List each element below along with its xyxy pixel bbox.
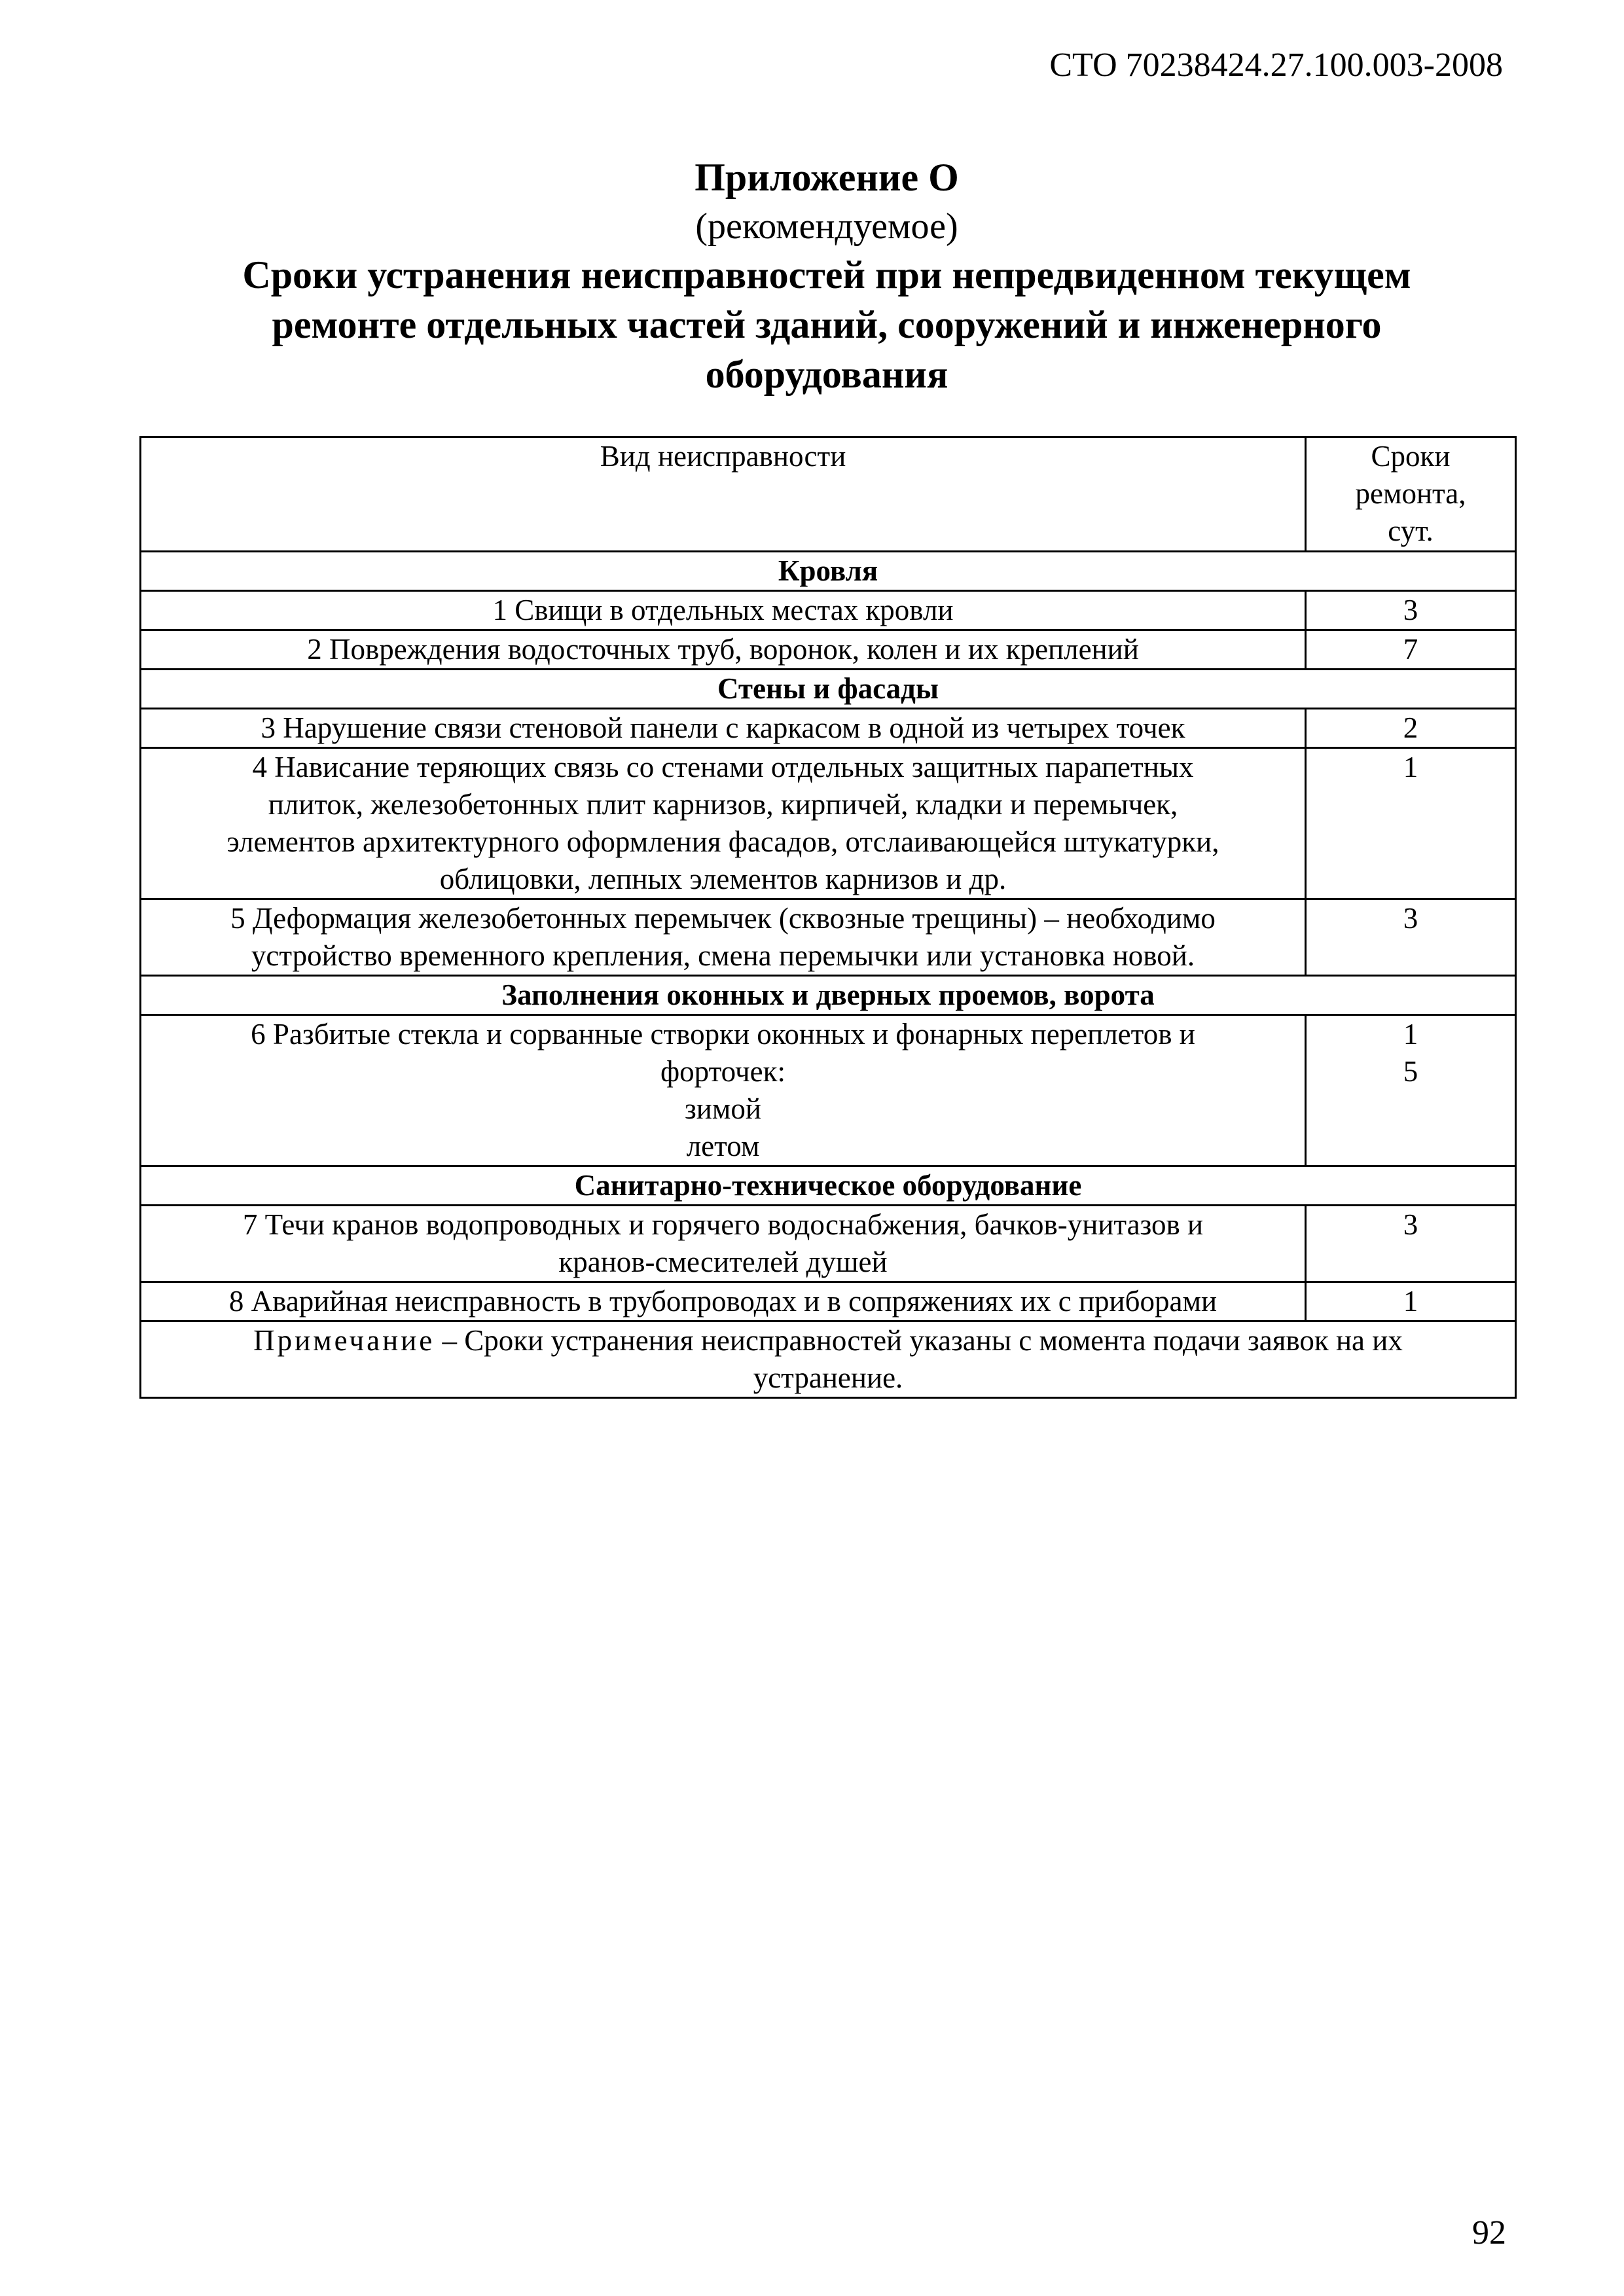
term-cell: 7: [1306, 630, 1516, 670]
defect-subline-winter: зимой: [685, 1092, 761, 1125]
term-cell: 3: [1306, 1206, 1516, 1282]
defect-line: плиток, железобетонных плит карнизов, кирпичей, кладки и перемычек,: [268, 788, 1178, 821]
defect-line: 4 Нависание теряющих связь со стенами отдельных защитных парапетных: [252, 751, 1194, 783]
annex-title-line: ремонте отдельных частей зданий, сооружений и инженерного: [272, 303, 1382, 346]
defect-cell: 3 Нарушение связи стеновой панели с каркасом в одной из четырех точек: [141, 709, 1306, 748]
defect-line: элементов архитектурного оформления фасадов, отслаивающейся штукатурки,: [226, 825, 1219, 858]
defect-cell: 1 Свищи в отдельных местах кровли: [141, 591, 1306, 630]
defect-subline-summer: летом: [686, 1130, 760, 1162]
table-row: [141, 748, 1516, 899]
table-header-row: [141, 437, 1516, 552]
defect-line: кранов-смесителей душей: [558, 1246, 888, 1278]
table-row: [141, 1206, 1516, 1282]
defect-line: устройство временного крепления, смена перемычки или установка новой.: [251, 939, 1195, 972]
column-header-defect: Вид неисправности: [141, 437, 1306, 552]
section-title: Санитарно-техническое оборудование: [141, 1166, 1516, 1206]
note-line: устранение.: [753, 1361, 903, 1394]
term-cell: 1: [1306, 748, 1516, 899]
defect-line: облицовки, лепных элементов карнизов и др.: [439, 863, 1007, 895]
annex-title-line: Сроки устранения неисправностей при непредвиденном текущем: [242, 253, 1411, 296]
term-line-winter: 1: [1403, 1018, 1418, 1050]
table-row: [141, 1282, 1516, 1321]
column-header-term-line: сут.: [1388, 514, 1434, 547]
table-row: [141, 630, 1516, 670]
annex-heading: [139, 152, 1514, 399]
note-text: Сроки устранения неисправностей указаны с момента подачи заявок на их: [464, 1324, 1403, 1357]
section-row: [141, 1166, 1516, 1206]
defect-cell: [141, 748, 1306, 899]
annex-title-line: оборудования: [705, 353, 948, 396]
section-row: [141, 670, 1516, 709]
defect-line: 6 Разбитые стекла и сорванные створки оконных и фонарных переплетов и: [251, 1018, 1195, 1050]
defect-line: форточек:: [660, 1055, 785, 1088]
document-code: СТО 70238424.27.100.003-2008: [1049, 46, 1503, 84]
defect-line: 5 Деформация железобетонных перемычек (сквозные трещины) – необходимо: [230, 902, 1216, 935]
term-cell: 3: [1306, 899, 1516, 976]
section-title: Кровля: [141, 552, 1516, 591]
defect-line: 7 Течи кранов водопроводных и горячего водоснабжения, бачков-унитазов и: [242, 1208, 1204, 1241]
defect-cell: [141, 1206, 1306, 1282]
annex-title: [139, 250, 1514, 399]
table-row: [141, 709, 1516, 748]
term-cell: 1: [1306, 1282, 1516, 1321]
annex-status: (рекомендуемое): [695, 206, 958, 247]
defect-cell: 2 Повреждения водосточных труб, воронок, колен и их креплений: [141, 630, 1306, 670]
defect-cell: [141, 1015, 1306, 1166]
column-header-term-line: Сроки: [1371, 440, 1451, 473]
term-cell: 3: [1306, 591, 1516, 630]
column-header-term-line: ремонта,: [1355, 477, 1466, 510]
note-label: Примечание: [253, 1324, 435, 1357]
term-cell: 2: [1306, 709, 1516, 748]
section-title: Заполнения оконных и дверных проемов, ворота: [141, 976, 1516, 1015]
defect-cell: 8 Аварийная неисправность в трубопроводах и в сопряжениях их с приборами: [141, 1282, 1306, 1321]
column-header-term: [1306, 437, 1516, 552]
section-title: Стены и фасады: [141, 670, 1516, 709]
term-cell: [1306, 1015, 1516, 1166]
term-line-summer: 5: [1403, 1055, 1418, 1088]
defect-cell: [141, 899, 1306, 976]
section-row: [141, 552, 1516, 591]
note-line: [151, 1322, 1506, 1359]
table-row: [141, 899, 1516, 976]
note-row: [141, 1321, 1516, 1398]
annex-label: Приложение О: [695, 156, 959, 199]
page-number: 92: [1472, 2214, 1506, 2251]
defects-table: [139, 436, 1517, 1399]
note-dash: –: [435, 1324, 465, 1357]
section-row: [141, 976, 1516, 1015]
table-row: [141, 1015, 1516, 1166]
note-cell: [141, 1321, 1516, 1398]
table-row: [141, 591, 1516, 630]
